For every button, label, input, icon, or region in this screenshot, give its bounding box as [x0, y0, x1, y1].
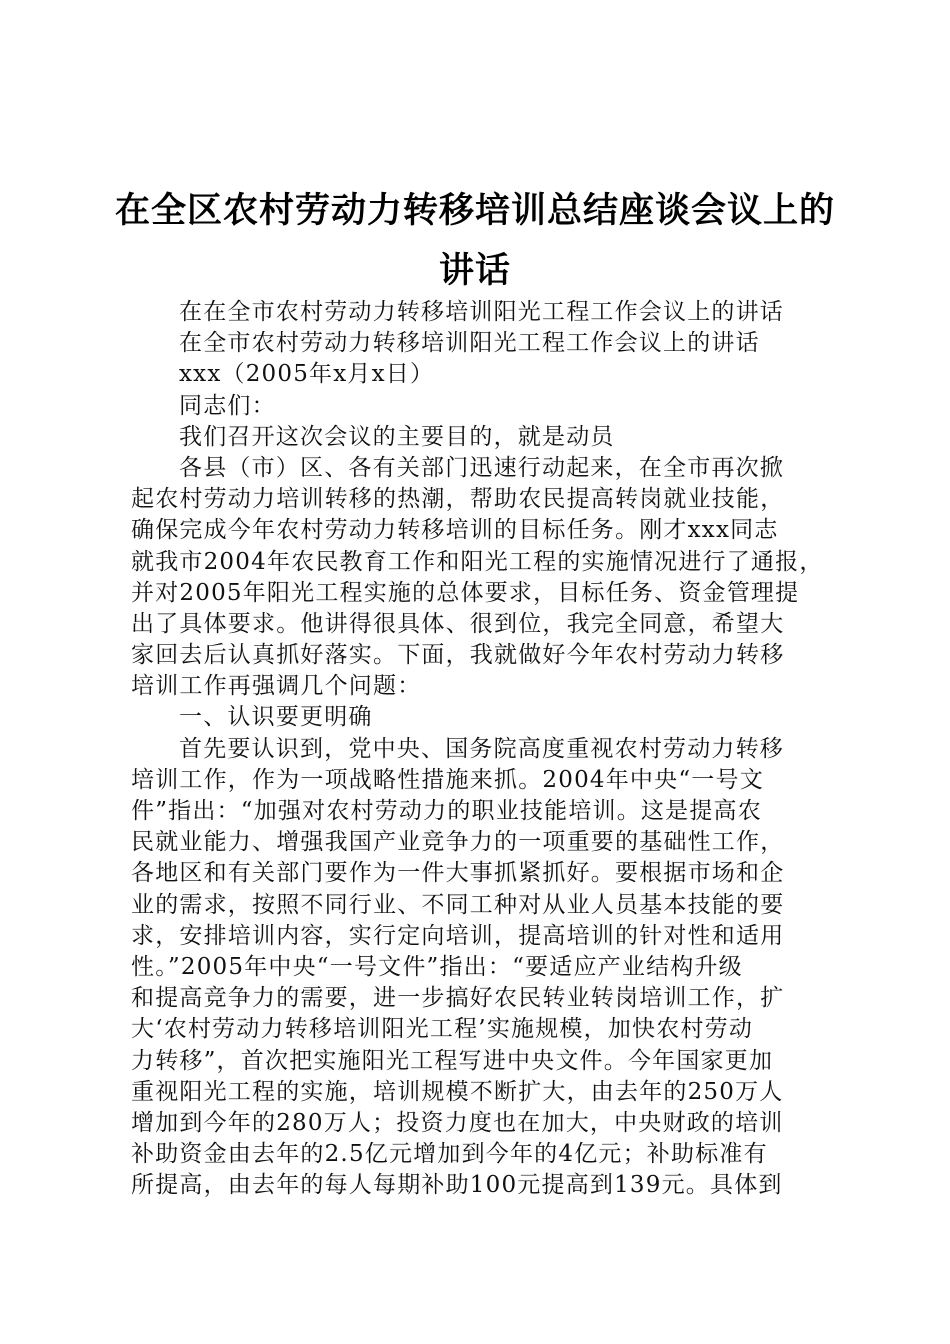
body-line: 首先要认识到，党中央、国务院高度重视农村劳动力转移	[179, 735, 784, 762]
body-line: 和提高竞争力的需要，进一步搞好农民转业转岗培训工作，扩	[131, 985, 785, 1012]
body-line: 同志们：	[179, 392, 276, 419]
body-line: 所提高，由去年的每人每期补助100元提高到139元。具体到	[131, 1172, 783, 1199]
body-line: 出了具体要求。他讲得很具体、很到位，我完全同意，希望大	[131, 610, 785, 637]
body-line: 并对2005年阳光工程实施的总体要求，目标任务、资金管理提	[131, 579, 800, 606]
body-line: 力转移”，首次把实施阳光工程写进中央文件。今年国家更加	[131, 1047, 774, 1074]
document-body	[131, 297, 831, 1201]
body-line: 各县（市）区、各有关部门迅速行动起来，在全市再次掀	[179, 454, 784, 481]
body-line: 起农村劳动力培训转移的热潮，帮助农民提高转岗就业技能，	[131, 486, 785, 513]
body-line: 大‘农村劳动力转移培训阳光工程’实施规模，加快农村劳动	[131, 1016, 754, 1043]
body-line: 业的需求，按照不同行业、不同工种对从业人员基本技能的要	[131, 891, 785, 918]
section-heading: 一、认识要更明确	[179, 704, 373, 731]
body-line: 确保完成今年农村劳动力转移培训的目标任务。刚才xxx同志	[131, 517, 779, 544]
body-line: 各地区和有关部门要作为一件大事抓紧抓好。要根据市场和企	[131, 860, 785, 887]
body-line: 就我市2004年农民教育工作和阳光工程的实施情况进行了通报，	[131, 548, 824, 575]
body-line: 民就业能力、增强我国产业竞争力的一项重要的基础性工作，	[131, 829, 785, 856]
body-line: 求，安排培训内容，实行定向培训，提高培训的针对性和适用	[131, 922, 785, 949]
body-line: 在在全市农村劳动力转移培训阳光工程工作会议上的讲话	[179, 299, 784, 325]
body-line: 培训工作，作为一项战略性措施来抓。2004年中央“一号文	[131, 766, 764, 793]
body-line: 家回去后认真抓好落实。下面，我就做好今年农村劳动力转移	[131, 642, 785, 669]
body-line: xxx（2005年x月x日）	[179, 361, 435, 388]
body-line: 重视阳光工程的实施，培训规模不断扩大，由去年的250万人	[131, 1078, 784, 1105]
body-line: 在全市农村劳动力转移培训阳光工程工作会议上的讲话	[179, 330, 760, 357]
body-line: 我们召开这次会议的主要目的，就是动员	[179, 423, 615, 450]
document-title-line-2: 讲话	[438, 250, 511, 291]
body-line: 培训工作再强调几个问题：	[131, 673, 422, 700]
document-title-line-1: 在全区农村劳动力转移培训总结座谈会议上的	[114, 190, 835, 231]
body-line: 补助资金由去年的2.5亿元增加到今年的4亿元；补助标准有	[131, 1141, 768, 1168]
body-line: 件”指出：“加强对农村劳动力的职业技能培训。这是提高农	[131, 798, 762, 824]
body-line: 增加到今年的280万人；投资力度也在加大，中央财政的培训	[131, 1109, 784, 1136]
body-line: 性。”2005年中央“一号文件”指出：“要适应产业结构升级	[131, 953, 743, 980]
